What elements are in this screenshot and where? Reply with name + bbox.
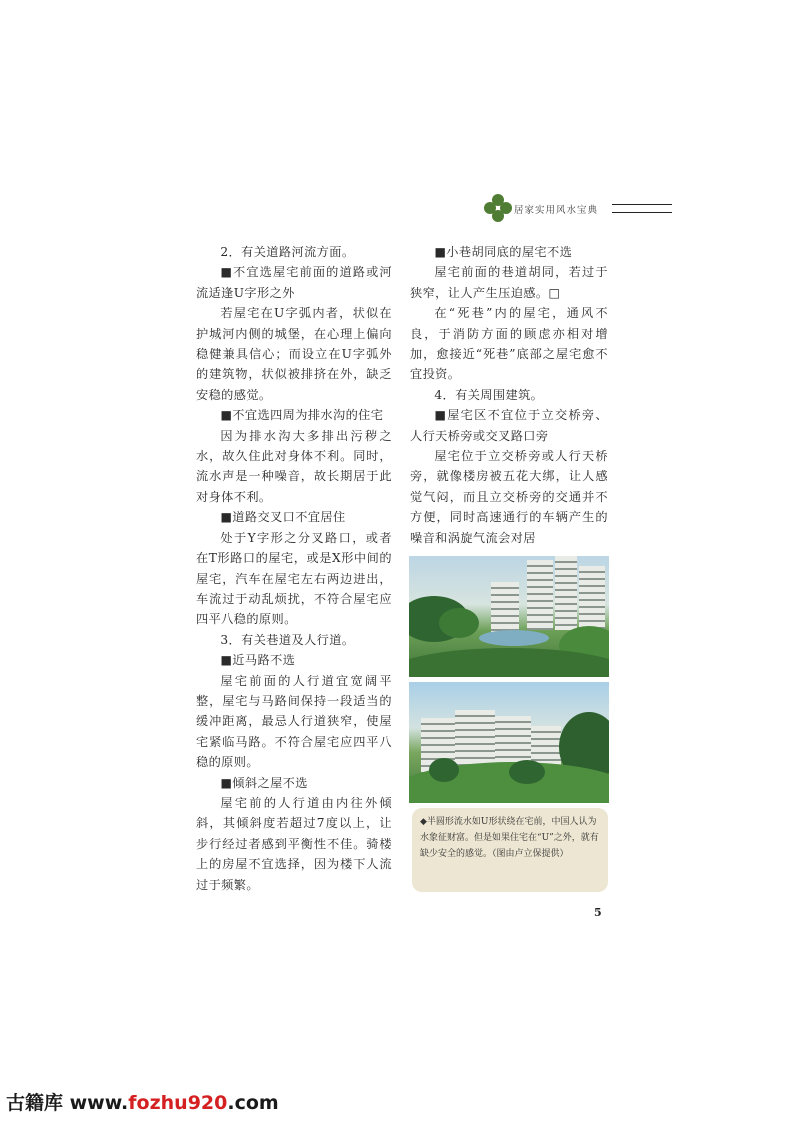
footer-prefix: 古籍库 www. [6, 1092, 129, 1114]
photo-caption: ◆半圆形流水如U形状绕在宅前，中国人认为水象征财富。但是如果住宅在“U”之外，就有缺少安全的感觉。（图由卢立保提供） [412, 808, 608, 892]
paragraph: ■近马路不选 [220, 653, 296, 668]
book-title: 居家实用风水宝典 [514, 205, 599, 216]
paragraph: 处于Y字形之分叉路口，或者在T形路口的屋宅，或是X形中间的屋宅，汽车在屋宅左右两边进出，车流过于动乱烦扰，不符合屋宅应四平八稳的原则。 [196, 530, 392, 627]
running-header [484, 194, 672, 222]
paragraph: 若屋宅在U字弧内者，状似在护城河内侧的城堡，在心理上偏向稳健兼具信心；而设立在U字弧外的建筑物，状似被排挤在外，缺乏安稳的感觉。 [196, 306, 392, 402]
header-rule-bottom [612, 212, 672, 213]
paragraph: ■小巷胡同底的屋宅不选 [434, 245, 573, 259]
paragraph: ■倾斜之屋不选 [220, 775, 308, 790]
paragraph: ■不宜选四周为排水沟的住宅 [220, 408, 384, 423]
paragraph: ■屋宅区不宜位于立交桥旁、人行天桥旁或交叉路口旁 [410, 408, 608, 443]
paragraph: 在“死巷”内的屋宅，通风不良，于消防方面的顾虑亦相对增加，愈接近“死巷”底部之屋宅愈不宜投资。 [410, 306, 608, 382]
paragraph: 3．有关巷道及人行道。 [220, 632, 355, 647]
paragraph: ■道路交叉口不宜居住 [220, 510, 346, 525]
paragraph: 屋宅前面的人行道宜宽阔平整，屋宅与马路间保持一段适当的缓冲距离，最忌人行道狭窄，使屋宅紧临马路。不符合屋宅应四平八稳的原则。 [196, 673, 392, 770]
paragraph: 屋宅位于立交桥旁或人行天桥旁，就像楼房被五花大绑，让人感觉气闷，而且立交桥旁的交通并不方便，同时高速通行的车辆产生的噪音和涡旋气流会对居 [410, 449, 608, 545]
footer-suffix: .com [227, 1092, 279, 1114]
left-text-column [196, 242, 392, 895]
paragraph: 因为排水沟大多排出污秽之水，故久住此对身体不利。同时，流水声是一种噪音，故长期居于此对身体不利。 [196, 428, 392, 504]
footer-brand: fozhu920 [128, 1092, 228, 1114]
clover-logo-icon [484, 194, 512, 222]
paragraph: 屋宅前面的巷道胡同，若过于狭窄，让人产生压迫感。□ [410, 265, 608, 300]
apartment-buildings-photo [409, 682, 609, 803]
residential-park-photo [409, 556, 609, 677]
paragraph: 2．有关道路河流方面。 [220, 245, 355, 259]
watermark-footer [6, 1088, 279, 1115]
header-rule-top [612, 204, 672, 205]
page-number: 5 [594, 906, 602, 919]
right-text-column [410, 242, 608, 548]
paragraph: 屋宅前的人行道由内往外倾斜，其倾斜度若超过7度以上，让步行经过者感到平衡性不佳。骑楼上的房屋不宜选择，因为楼下人流过于频繁。 [196, 795, 392, 892]
paragraph: ■不宜选屋宅前面的道路或河流适逢U字形之外 [196, 265, 392, 300]
paragraph: 4．有关周围建筑。 [434, 387, 544, 402]
